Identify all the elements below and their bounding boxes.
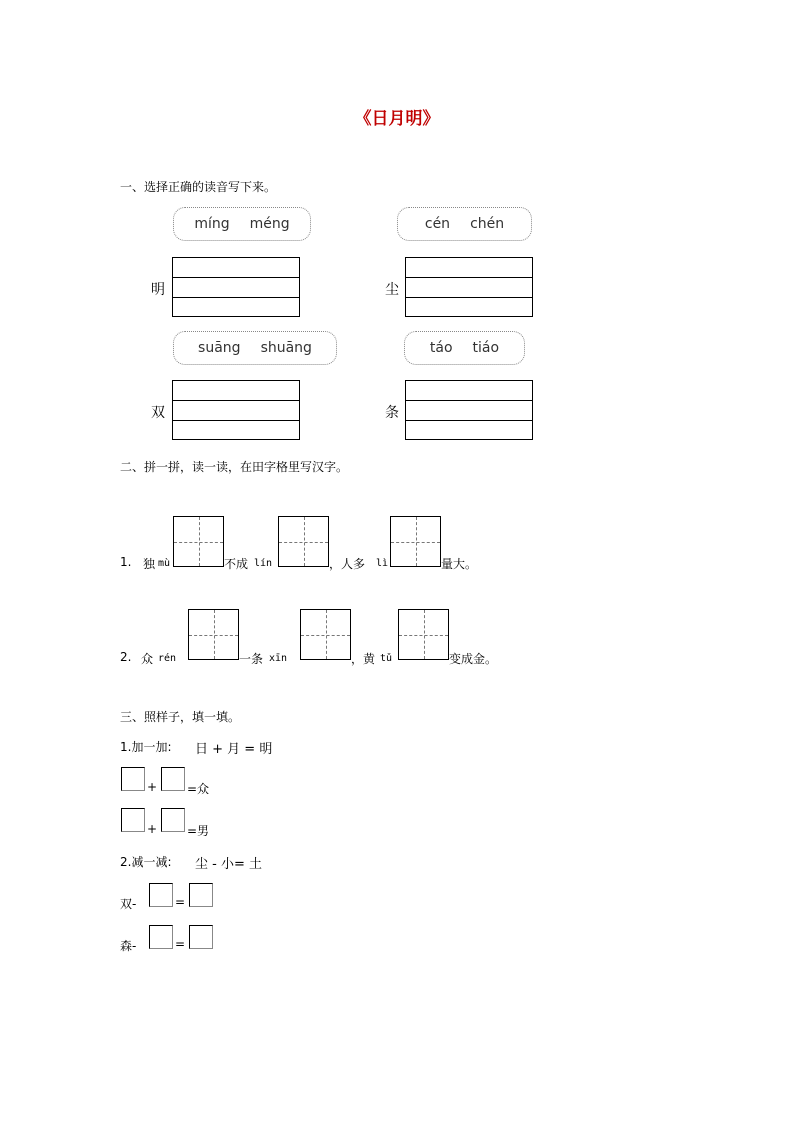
sentence-text: 一条 (239, 652, 264, 666)
equals-sign: = (175, 895, 186, 909)
equals-sign: = (175, 937, 186, 951)
answer-box[interactable] (161, 808, 185, 832)
add-label: 1.加一加: (120, 740, 172, 754)
answer-box[interactable] (121, 808, 145, 832)
sentence-text: 不成 (224, 557, 249, 571)
equation-result: =男 (187, 824, 210, 838)
pinyin-hint: tǔ (380, 653, 393, 664)
subtract-example: 尘 - 小= 土 (195, 857, 262, 872)
writing-lines[interactable] (405, 380, 533, 440)
answer-box[interactable] (161, 767, 185, 791)
sentence-text: 独 (143, 557, 156, 571)
pinyin-options-2 (397, 207, 532, 241)
plus-sign: + (147, 780, 158, 794)
answer-box[interactable] (189, 925, 213, 949)
plus-sign: + (147, 822, 158, 836)
pinyin-options-3 (173, 331, 337, 365)
pinyin-option[interactable]: táo (429, 340, 453, 356)
tianzige-box[interactable] (188, 609, 239, 660)
answer-box[interactable] (149, 925, 173, 949)
writing-lines[interactable] (172, 380, 300, 440)
pinyin-hint: lín (254, 558, 273, 569)
answer-box[interactable] (189, 883, 213, 907)
tianzige-box[interactable] (398, 609, 449, 660)
pinyin-hint: mù (158, 558, 171, 569)
pinyin-option[interactable]: míng (194, 216, 230, 232)
pinyin-option[interactable]: shuāng (260, 340, 312, 356)
subtract-label: 2.减一减: (120, 855, 172, 869)
tianzige-box[interactable] (390, 516, 441, 567)
pinyin-option[interactable]: cén (424, 216, 451, 232)
section2-heading: 二、拼一拼，读一读，在田字格里写汉字。 (120, 460, 349, 474)
writing-lines[interactable] (405, 257, 533, 317)
pinyin-hint: rén (158, 653, 177, 664)
pinyin-hint: xīn (269, 653, 288, 664)
pinyin-options-4 (404, 331, 525, 365)
question-number: 1. (120, 555, 132, 569)
sentence-text: ，黄 (351, 652, 376, 666)
section3-heading: 三、照样子，填一填。 (120, 710, 241, 724)
section1-heading: 一、选择正确的读音写下来。 (120, 180, 277, 194)
equation-start: 双- (120, 897, 137, 911)
pinyin-option[interactable]: suāng (198, 340, 241, 356)
pinyin-options-1 (173, 207, 311, 241)
sentence-text: 量大。 (441, 557, 478, 571)
tianzige-box[interactable] (300, 609, 351, 660)
character-label: 尘 (385, 282, 399, 298)
character-label: 双 (151, 405, 165, 421)
add-example: 日 + 月 = 明 (195, 742, 273, 757)
tianzige-box[interactable] (278, 516, 329, 567)
sentence-text: 变成金。 (449, 652, 498, 666)
equation-start: 森- (120, 939, 137, 953)
tianzige-box[interactable] (173, 516, 224, 567)
character-label: 条 (385, 405, 399, 421)
question-number: 2. (120, 650, 132, 664)
sentence-text: 众 (141, 652, 154, 666)
pinyin-option[interactable]: méng (249, 216, 290, 232)
character-label: 明 (151, 282, 165, 298)
sentence-text: ，人多 (329, 557, 366, 571)
pinyin-option[interactable]: chén (470, 216, 505, 232)
page-title: 《日月明》 (354, 109, 440, 129)
answer-box[interactable] (121, 767, 145, 791)
writing-lines[interactable] (172, 257, 300, 317)
equation-result: =众 (187, 782, 210, 796)
answer-box[interactable] (149, 883, 173, 907)
pinyin-hint: lì (376, 558, 389, 569)
pinyin-option[interactable]: tiáo (472, 340, 500, 356)
